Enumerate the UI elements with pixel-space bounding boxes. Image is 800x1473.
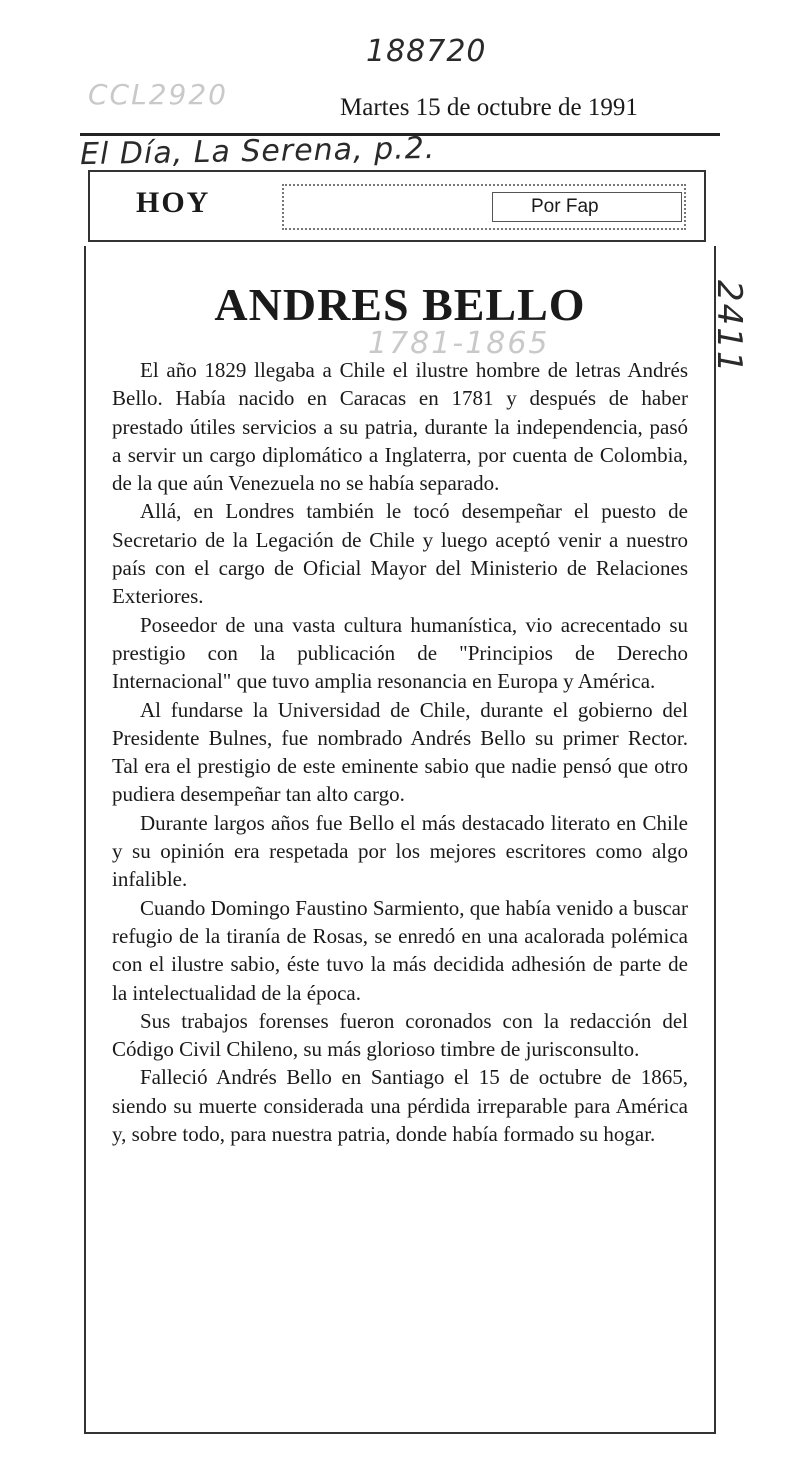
article-paragraph: Cuando Domingo Faustino Sarmiento, que había venido a buscar refugio de la tiranía de Rosas, se enredó en una acalorada polémica con el ilustre sabio, éste tuvo la más decidida adhesión de parte de la intelectualidad de la época. xyxy=(112,895,688,1005)
faint-catalog-number: CCL2920 xyxy=(88,78,228,111)
article-paragraph: El año 1829 llegaba a Chile el ilustre hombre de letras Andrés Bello. Había nacido en Caracas en 1781 y después de haber prestado útiles servicios a su patria, durante la independencia, pasó a servir un cargo diplomático a Inglaterra, por cuenta de Colombia, de la que aún Venezuela no se había separado. xyxy=(112,358,688,496)
article-paragraph: Durante largos años fue Bello el más destacado literato en Chile y su opinión era respetada por los mejores escritores como algo infalible. xyxy=(112,810,688,892)
article-paragraph: Al fundarse la Universidad de Chile, durante el gobierno del Presidente Bulnes, fue nombrado Andrés Bello su primer Rector. Tal era el prestigio de este eminente sabio que nadie pensó que otro pudiera desempeñar tan alto cargo. xyxy=(112,697,688,807)
article-title: ANDRES BELLO xyxy=(214,279,586,330)
article-paragraph: Allá, en Londres también le tocó desempeñar el puesto de Secretario de la Legación de Chile y luego aceptó venir a nuestro país con el cargo de Oficial Mayor del Ministerio de Relaciones Exteriores. xyxy=(112,499,688,609)
side-annotation-handwritten: 2411 xyxy=(709,280,749,375)
source-annotation-handwritten: El Día, La Serena, p.2. xyxy=(79,130,436,173)
publication-date: Martes 15 de octubre de 1991 xyxy=(340,94,638,121)
archive-number-handwritten: 188720 xyxy=(366,34,487,69)
section-label: HOY xyxy=(136,186,211,219)
article-paragraph: Falleció Andrés Bello en Santiago el 15 de octubre de 1865, siendo su muerte considerada una pérdida irreparable para América y, sobre todo, para nuestra patria, donde había formado su hogar. xyxy=(112,1065,688,1147)
byline-frame xyxy=(282,184,686,230)
byline: Por Fap xyxy=(492,192,682,222)
article-body xyxy=(112,356,688,1148)
article-paragraph: Sus trabajos forenses fueron coronados con la redacción del Código Civil Chileno, su más glorioso timbre de jurisconsulto. xyxy=(112,1008,688,1062)
dates-annotation-handwritten: 1781-1865 xyxy=(368,326,550,361)
article-paragraph: Poseedor de una vasta cultura humanística, vio acrecentado su prestigio con la publicación de "Principios de Derecho Internacional" que tuvo amplia resonancia en Europa y América. xyxy=(112,612,688,694)
section-header-box xyxy=(88,170,706,242)
